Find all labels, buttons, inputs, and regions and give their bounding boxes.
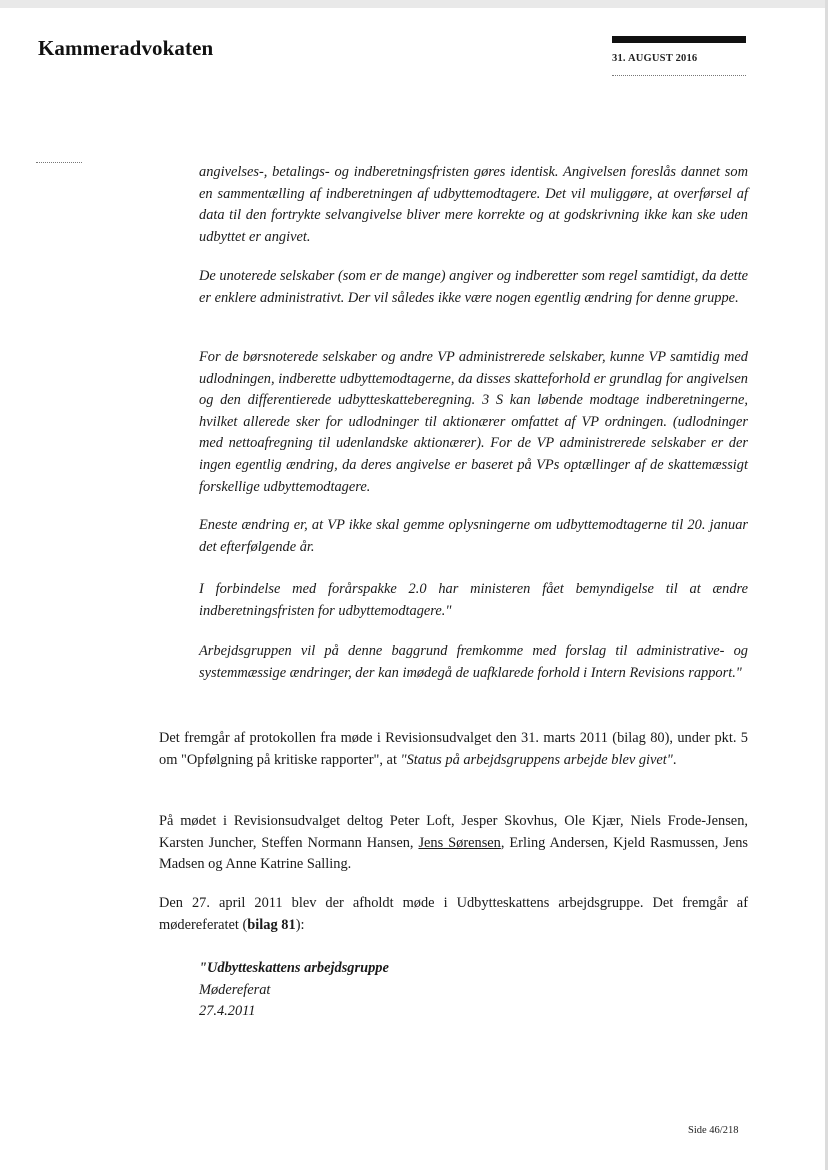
quote-paragraph-3: For de børsnoterede selskaber og andre VP administrerede selskaber, kunne VP samtidig med udlodningen, indberette udbyttemodtagerne, da disses skatteforhold er grundlag for angivelsen og den differentierede udbytteskatteberegning. 3 S kan løbende modtage indberetningerne, hvilket allerede sker for udlodninger til aktionærer omfattet af VP ordningen. (udlodninger med nettoafregning til udenlandske aktionærer). For de VP administrerede selskaber er der ingen egentlig ændring, da deres angivelse er baseret på VPs optællinger af de skattemæssigt forskellige udbyttemodtagere. bbox=[199, 349, 748, 495]
protocol-text: Det fremgår af protokollen fra møde i Revisionsudvalget den 31. marts 2011 (bilag 80), under pkt. 5 om "Opfølgning på kritiske rapporter", at bbox=[159, 730, 748, 768]
firm-logo: Kammeradvokaten bbox=[38, 36, 214, 60]
scan-edge-top bbox=[0, 0, 828, 8]
quote-paragraph-6: Arbejdsgruppen vil på denne baggrund fremkomme med forslag til administrative- og systemmæssige ændringer, der kan imødegå de uafklarede forhold i Intern Revisions rapport." bbox=[199, 643, 748, 681]
meeting-text: Den 27. april 2011 blev der afholdt møde i Udbytteskattens arbejdsgruppe. Det fremgår af mødereferatet ( bbox=[159, 895, 748, 933]
margin-divider bbox=[36, 162, 82, 163]
header-divider bbox=[612, 75, 746, 76]
header-date: 31. AUGUST 2016 bbox=[612, 53, 698, 64]
body-paragraph-protocol bbox=[159, 728, 748, 771]
quote-paragraph-1: angivelses-, betalings- og indberetningsfristen gøres identisk. Angivelsen foreslås dannet som en sammentælling af indberetningen af udbyttemodtagere. Det vil muliggøre, at overførsel af data til den fortrykte selvangivelse bliver mere korrekte og at godskrivning ikke kan ske uden udbyttet er angivet. bbox=[199, 164, 748, 245]
attendees-text: På mødet i Revisionsudvalget deltog Peter Loft, Jesper Skovhus, Ole Kjær, Niels Frode-Jensen, Karsten Juncher, Steffen Normann Hansen, bbox=[159, 813, 748, 851]
attendee-highlight: Jens Sørensen bbox=[418, 834, 501, 851]
minutes-title: "Udbytteskattens arbejdsgruppe bbox=[199, 960, 389, 976]
minutes-subtitle: Mødereferat bbox=[199, 981, 271, 998]
minutes-date: 27.4.2011 bbox=[199, 1003, 256, 1020]
minutes-heading bbox=[199, 958, 389, 1023]
quote-paragraph-2: De unoterede selskaber (som er de mange) angiver og indberetter som regel samtidigt, da dette er enklere administrativt. Der vil således ikke være nogen egentlig ændring for denne gruppe. bbox=[199, 268, 748, 306]
attendees-text-end: , Erling Andersen, Kjeld Rasmussen, Jens Madsen og Anne Katrine Salling. bbox=[159, 834, 749, 873]
quote-paragraph-5: I forbindelse med forårspakke 2.0 har ministeren fået bemyndigelse til at ændre indberetningsfristen for udbyttemodtagere." bbox=[199, 581, 748, 619]
quote-paragraph-4: Eneste ændring er, at VP ikke skal gemme oplysningerne om udbyttemodtagerne til 20. januar det efterfølgende år. bbox=[199, 517, 748, 555]
header-bar bbox=[612, 36, 746, 43]
protocol-quote: "Status på arbejdsgruppens arbejde blev givet" bbox=[400, 751, 673, 768]
appendix-ref: bilag 81 bbox=[247, 916, 296, 933]
protocol-end: . bbox=[672, 751, 677, 768]
page-number: Side 46/218 bbox=[688, 1125, 739, 1136]
body-paragraph-meeting bbox=[159, 893, 748, 936]
body-paragraph-attendees bbox=[159, 811, 748, 876]
meeting-text-end: ): bbox=[295, 916, 305, 933]
